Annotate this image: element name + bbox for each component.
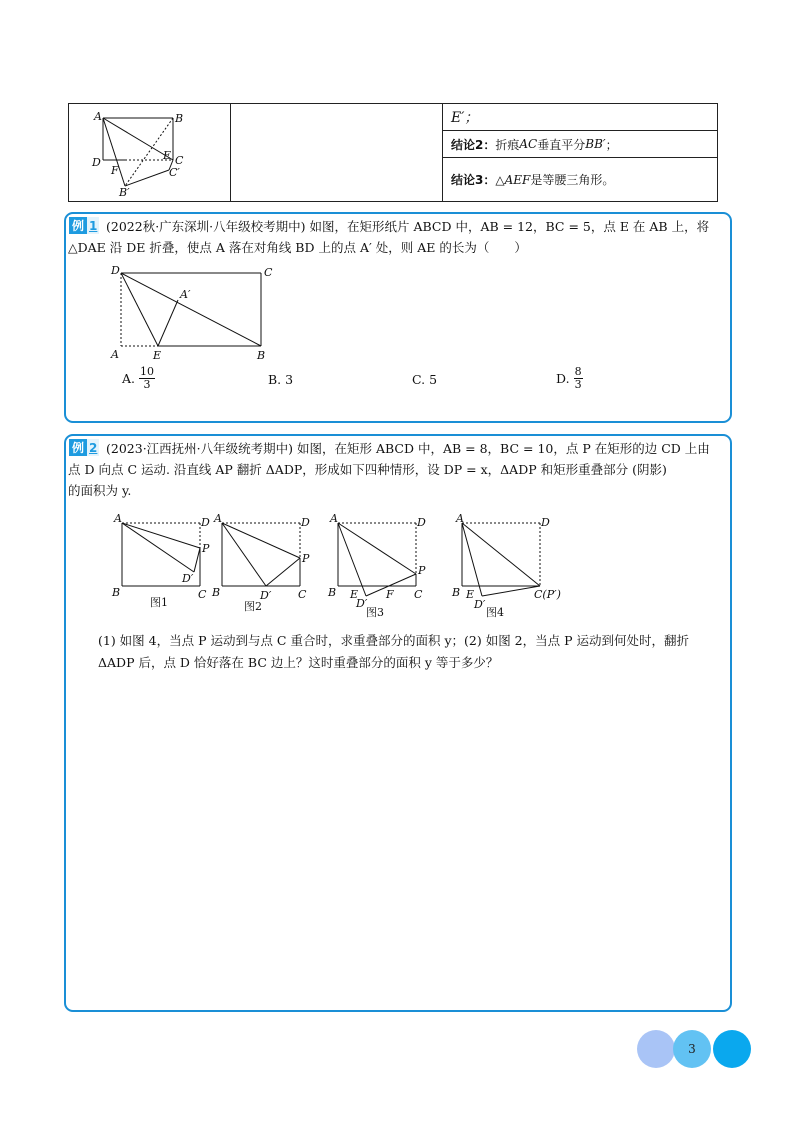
fig3-label-c: C (414, 588, 423, 601)
fig1-label-dp: D′ (182, 572, 194, 585)
example-2-question-1: (1) 如图 4，当点 P 运动到与点 C 重合时，求重叠部分的面积 y；(2) 如图 2，当点 P 运动到何处时，翻折 (98, 633, 689, 648)
fig2-label-b: B (212, 586, 221, 599)
fig3-label-f: F (386, 588, 394, 601)
conclusion-3-label: 结论3： (451, 173, 496, 187)
option-d-label: D. (556, 371, 570, 386)
example-tag-word: 例 (69, 439, 87, 456)
page-bubble-left (637, 1030, 675, 1068)
example-tag-number: 1 (89, 218, 98, 233)
conclusion-2-text2: 垂直平分 (537, 137, 586, 152)
fig-label-c: C (175, 154, 184, 167)
option-a[interactable] (122, 366, 155, 391)
conclusion-2-var1: AC (519, 137, 538, 151)
fig-label-a: A (94, 110, 102, 123)
fig-label-f: F (111, 164, 119, 177)
fig4-label-a: A (456, 512, 464, 525)
fig4-caption: 图4 (486, 606, 504, 618)
fig2-label-d: D (301, 516, 310, 529)
fig2-label-p: P (302, 552, 310, 565)
fig2-label-a: A (214, 512, 222, 525)
fig3-label-b: B (328, 586, 337, 599)
example-2-figure-2 (206, 508, 316, 613)
table-figure-cell (69, 104, 231, 201)
example-1-tag (69, 217, 99, 234)
example-2-question-2: ΔADP 后，点 D 恰好落在 BC 边上？这时重叠部分的面积 y 等于多少？ (98, 655, 499, 670)
fig4-label-e: E (466, 588, 475, 601)
fig-label-cp: C′ (169, 166, 180, 179)
option-a-fraction (139, 366, 155, 391)
example-2-tag (69, 439, 99, 456)
example-2-figure-3 (320, 508, 435, 618)
example-2-line-3: 的面积为 y. (68, 483, 132, 498)
option-d-denominator: 3 (574, 378, 582, 391)
conclusion-2-end: ； (605, 137, 618, 152)
fig3-label-d: D (417, 516, 426, 529)
fig3-label-e: E (350, 588, 359, 601)
option-c[interactable]: C. 5 (412, 372, 438, 387)
fig4-label-dp: D′ (474, 598, 486, 611)
fig3-label-p: P (418, 564, 426, 577)
fig1-label-d: D (201, 516, 210, 529)
ex1-label-d: D (111, 264, 120, 277)
example-2-line-1: (2023·江西抚州·八年级统考期中) 如图，在矩形 ABCD 中，AB = 8，BC = 10，点 P 在矩形的边 CD 上由 (106, 441, 710, 456)
fig2-label-dp: D′ (260, 589, 272, 602)
fig1-label-a: A (114, 512, 122, 525)
fig3-caption: 图3 (366, 606, 384, 618)
example-1-line-2: △DAE 沿 DE 折叠，使点 A 落在对角线 BD 上的点 A′ 处，则 AE 的长为（ ） (68, 240, 527, 255)
option-d-fraction (574, 366, 583, 391)
conclusion-2-var2: BB′ (585, 137, 606, 151)
fig2-caption: 图2 (244, 600, 262, 613)
fig3-label-a: A (330, 512, 338, 525)
option-a-numerator: 10 (140, 365, 155, 378)
conclusion-row-1: E′； (443, 104, 717, 131)
option-a-denominator: 3 (143, 378, 151, 391)
table-empty-cell (231, 104, 443, 201)
fig-label-e: E (163, 149, 172, 162)
conclusion-3-triangle: △ (495, 172, 505, 187)
conclusion-row-2 (443, 131, 717, 158)
fig1-label-c: C (198, 588, 207, 601)
page-bubble-right (713, 1030, 751, 1068)
fig2-label-c: C (298, 588, 307, 601)
example-2-figure-1 (106, 508, 216, 613)
option-d[interactable] (556, 366, 583, 391)
ex1-label-c: C (264, 266, 273, 279)
ex1-label-a: A (111, 348, 119, 361)
fig4-label-d: D (541, 516, 550, 529)
summary-table (68, 103, 718, 202)
ex1-label-ap: A′ (180, 288, 191, 301)
fig1-label-p: P (202, 542, 210, 555)
page-number: 3 (688, 1042, 696, 1056)
conclusion-3-var: AEF (504, 172, 531, 187)
fig-label-bp: B′ (119, 186, 130, 199)
example-2-figure-4 (446, 508, 586, 618)
example-1-line-1: (2022秋·广东深圳·八年级校考期中) 如图，在矩形纸片 ABCD 中，AB = 12，BC = 5，点 E 在 AB 上，将 (106, 219, 710, 234)
fig3-label-dp: D′ (356, 597, 368, 610)
example-1-figure (106, 262, 276, 362)
example-2-box (64, 434, 732, 1012)
fig4-label-cp: C(P′) (534, 588, 561, 601)
fig-label-b: B (175, 112, 184, 125)
option-d-numerator: 8 (574, 365, 582, 378)
example-2-line-2: 点 D 向点 C 运动. 沿直线 AP 翻折 ΔADP，形成如下四种情形，设 DP = x，ΔADP 和矩形重叠部分 (阴影) (68, 462, 667, 477)
fig4-label-b: B (452, 586, 461, 599)
conclusion-3-text: 是等腰三角形。 (530, 173, 615, 187)
example-1-box (64, 212, 732, 423)
fig-label-d: D (92, 156, 101, 169)
example-tag-number: 2 (89, 440, 98, 455)
table-conclusion-cell (443, 104, 717, 201)
option-a-label: A. (122, 371, 136, 386)
example-tag-word: 例 (69, 217, 87, 234)
fold-figure (69, 104, 231, 201)
conclusion-row-3 (443, 158, 717, 201)
fig1-label-b: B (112, 586, 121, 599)
fig1-caption: 图1 (150, 596, 168, 609)
ex1-label-b: B (257, 349, 266, 362)
ex1-label-e: E (153, 349, 162, 362)
conclusion-2-text: 折痕 (495, 137, 520, 152)
conclusion-2-label: 结论2： (451, 137, 496, 152)
option-b[interactable]: B. 3 (268, 372, 294, 387)
